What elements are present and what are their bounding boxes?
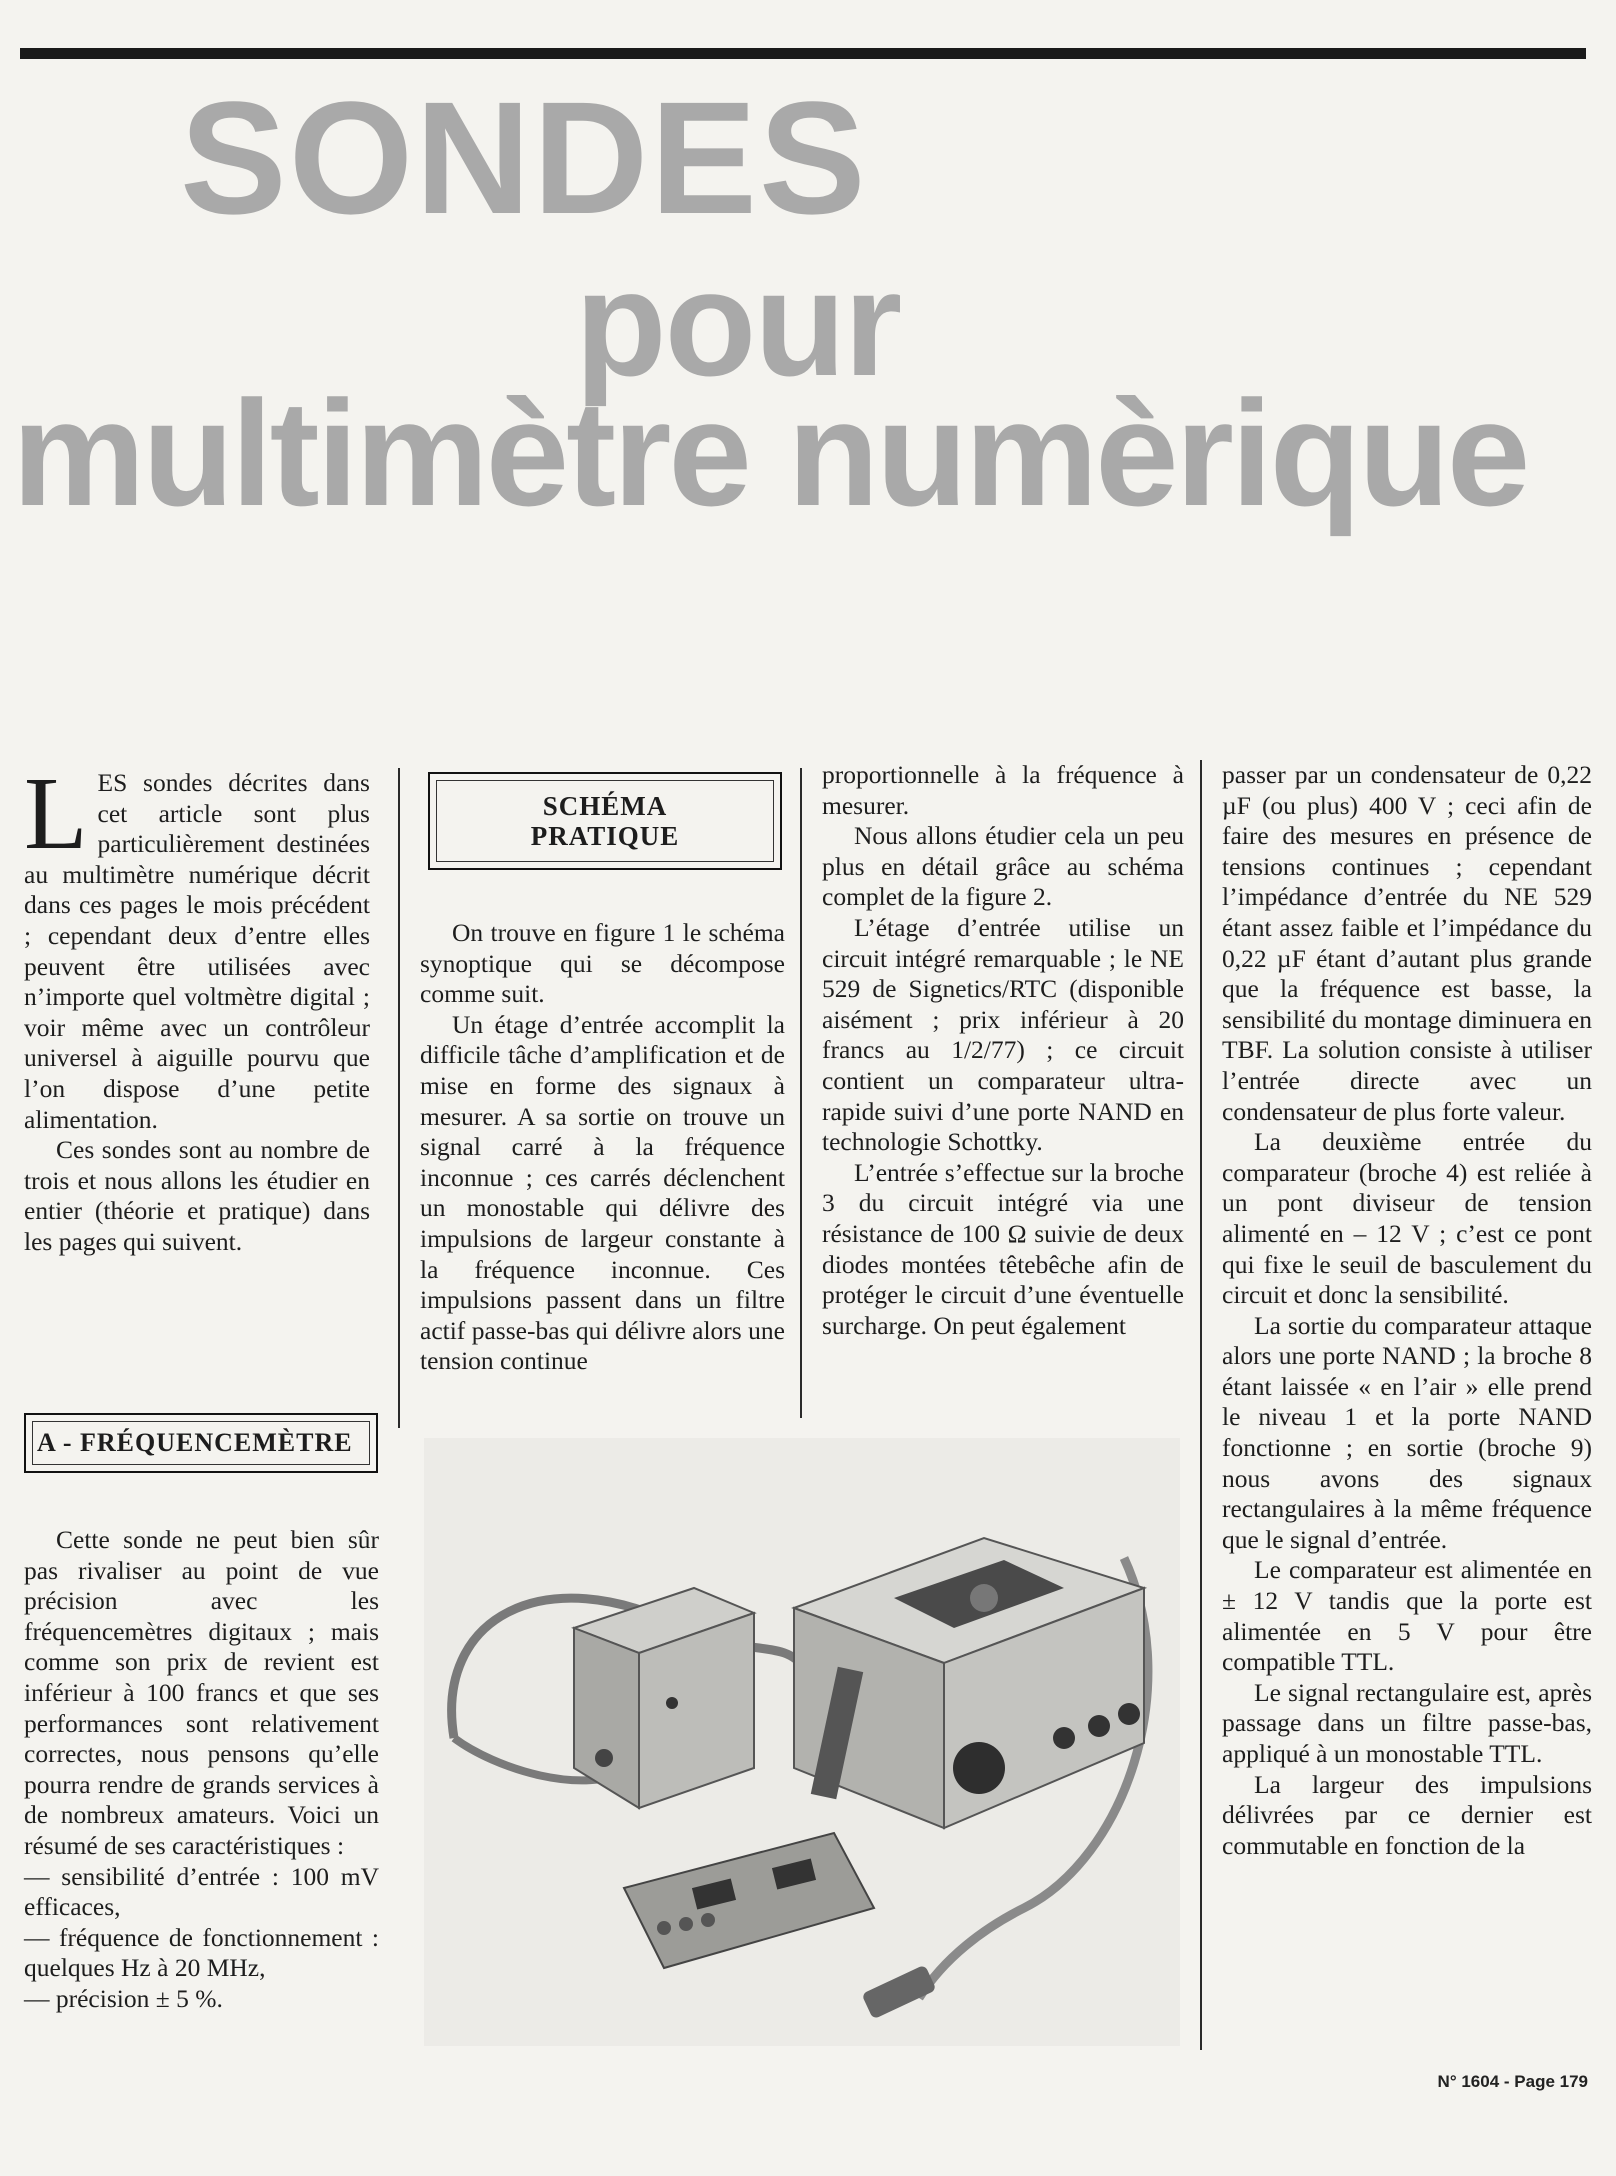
third-column bbox=[822, 760, 1184, 1341]
probe-photo-drawing bbox=[424, 1438, 1180, 2046]
col4-paragraph-1: passer par un condensateur de 0,22 µF (ou plus) 400 V ; ceci afin de faire des mesures en présence de tensions continues ; cependant l’impédance d’entrée du NE 529 étant assez faible et l’impédance du 0,22 µF étant d’autant plus grande que la fréquence est basse, la sensibilité du montage diminuera en TBF. La solution consiste à utiliser l’entrée directe avec un condensateur de plus forte valeur. bbox=[1222, 760, 1592, 1126]
section-a-column bbox=[24, 1525, 379, 2015]
probe-photo bbox=[424, 1438, 1180, 2046]
spec-item-3: — précision ± 5 %. bbox=[24, 1983, 223, 2013]
schema-heading-line-2: PRATIQUE bbox=[530, 821, 680, 851]
page-folio: N° 1604 - Page 179 bbox=[1437, 2072, 1588, 2091]
intro-paragraph-2: Ces sondes sont au nombre de trois et nous allons les étudier en entier (théorie et pratique) dans les pages qui suivent. bbox=[24, 1135, 370, 1256]
col3-paragraph-4: L’entrée s’effectue sur la broche 3 du circuit intégré via une résistance de 100 Ω suivie de deux diodes montées têtebêche afin de protéger le circuit d’une éventuelle surcharge. On peut également bbox=[822, 1157, 1184, 1340]
schema-heading-box bbox=[428, 772, 782, 870]
spec-item-1: — sensibilité d’entrée : 100 mV efficaces, bbox=[24, 1861, 379, 1922]
col4-paragraph-5: Le signal rectangulaire est, après passage dans un filtre passe-bas, appliqué à un monostable TTL. bbox=[1222, 1677, 1592, 1768]
column-rule-2 bbox=[800, 768, 802, 1418]
top-rule bbox=[20, 48, 1586, 59]
dropcap: L bbox=[24, 756, 88, 871]
schema-paragraph-1: On trouve en figure 1 le schéma synoptique qui se décompose comme suit. bbox=[420, 918, 785, 1009]
intro-column bbox=[24, 756, 370, 1258]
col4-paragraph-3: La sortie du comparateur attaque alors une porte NAND ; la broche 8 étant laissée « en l’air » elle prend le niveau 1 et la porte NAND fonctionne ; en sortie (broche 9) nous avons des signaux rectangulaires à la même fréquence que le signal d’entrée. bbox=[1222, 1310, 1592, 1554]
col3-paragraph-1: proportionnelle à la fréquence à mesurer. bbox=[822, 760, 1184, 820]
schema-column bbox=[420, 918, 785, 1377]
column-rule-3 bbox=[1200, 760, 1202, 2050]
col4-paragraph-2: La deuxième entrée du comparateur (broche 4) est reliée à un pont diviseur de tension alimenté en – 12 V ; c’est ce pont qui fixe le seuil de basculement du circuit et donc la sensibilité. bbox=[1222, 1127, 1592, 1310]
section-a-paragraph: Cette sonde ne peut bien sûr pas rivaliser au point de vue précision avec les fréquencemètres digitaux ; mais comme son prix de revient est inférieur à 100 francs et que ses performances sont relativement correctes, nous pensons qu’elle pourra rendre de grands services à de nombreux amateurs. Voici un résumé de ses caractéristiques : bbox=[24, 1525, 379, 1860]
section-a-heading: A - FRÉQUENCEMÈTRE bbox=[32, 1421, 370, 1465]
title-line-2: pour bbox=[575, 239, 901, 407]
col4-paragraph-4: Le comparateur est alimentée en ± 12 V tandis que la porte est alimentée en 5 V pour être compatible TTL. bbox=[1222, 1555, 1592, 1677]
column-rule-1 bbox=[398, 768, 400, 1428]
col4-paragraph-6: La largeur des impulsions délivrées par ce dernier est commutable en fonction de la bbox=[1222, 1769, 1592, 1860]
title-line-3: multimètre numèrique bbox=[12, 369, 1528, 537]
fourth-column bbox=[1222, 760, 1592, 1861]
spec-item-2: — fréquence de fonctionnement : quelques Hz à 20 MHz, bbox=[24, 1922, 379, 1983]
col3-paragraph-3: L’étage d’entrée utilise un circuit intégré remarquable ; le NE 529 de Signetics/RTC (disponible aisément ; prix inférieur à 20 francs au 1/2/77) ; ce circuit contient un comparateur ultra-rapide suivi d’une porte NAND en technologie Schottky. bbox=[822, 912, 1184, 1157]
intro-paragraph-1: ES sondes décrites dans cet article sont plus particulièrement destinées au multimètre numérique décrit dans ces pages le mois précédent ; cependant deux d’entre elles peuvent être utilisées avec n’importe quel voltmètre digital ; voir même avec un contrôleur universel à aiguille pourvu que l’on dispose d’une petite alimentation. bbox=[24, 768, 370, 1134]
schema-heading bbox=[436, 780, 774, 862]
section-a-heading-box bbox=[24, 1413, 378, 1473]
schema-heading-line-1: SCHÉMA bbox=[542, 791, 668, 821]
schema-paragraph-2: Un étage d’entrée accomplit la difficile tâche d’amplification et de mise en forme des signaux à mesurer. A sa sortie on trouve un signal carré à la fréquence inconnue ; ces carrés déclenchent un monostable qui délivre des impulsions de largeur constante à la fréquence inconnue. Ces impulsions passent dans un filtre actif passe-bas qui délivre alors une tension continue bbox=[420, 1009, 785, 1376]
title-line-1: SONDES bbox=[180, 68, 868, 247]
col3-paragraph-2: Nous allons étudier cela un peu plus en détail grâce au schéma complet de la figure 2. bbox=[822, 821, 1184, 912]
